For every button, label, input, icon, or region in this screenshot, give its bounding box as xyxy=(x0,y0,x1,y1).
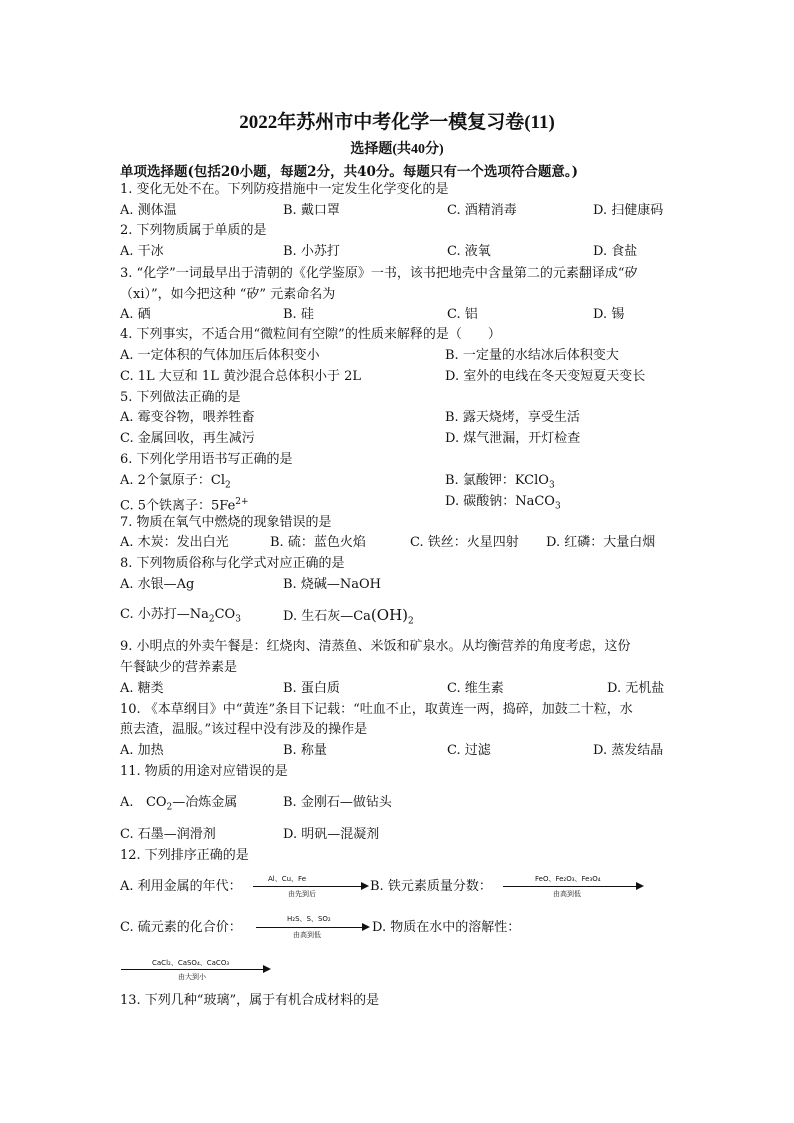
page-title: 2022年苏州市中考化学一模复习卷(11) xyxy=(239,112,555,133)
q2-option-c: C. 液氧 xyxy=(447,244,491,259)
q4-stem: 4. 下列事实，不适合用“微粒间有空隙”的性质来解释的是（ ） xyxy=(120,327,501,342)
q10-option-d: D. 蒸发结晶 xyxy=(593,743,664,758)
q11-option-b: B. 金刚石—做钻头 xyxy=(283,795,392,810)
q5-option-c: C. 金属回收，再生减污 xyxy=(120,431,255,446)
q5-stem: 5. 下列做法正确的是 xyxy=(120,390,241,405)
q12-d-bottom-label: 由大到小 xyxy=(178,973,206,981)
q5-option-b: B. 露天烧烤，享受生活 xyxy=(445,410,580,425)
q11-option-a: A. $CO_2—$冶炼金属 xyxy=(120,795,238,813)
q12-c-arrow-icon xyxy=(256,927,362,928)
q1-stem: 1. 变化无处不在。下列防疫措施中一定发生化学变化的是 xyxy=(120,182,449,197)
q6-stem: 6. 下列化学用语书写正确的是 xyxy=(120,452,293,467)
q10-option-a: A. 加热 xyxy=(120,743,164,758)
q10-option-c: C. 过滤 xyxy=(447,743,491,758)
q9-option-a: A. 糖类 xyxy=(120,681,164,696)
q12-c-top-label: H₂S、S、SO₂ xyxy=(287,915,331,923)
q11-stem: 11. 物质的用途对应错误的是 xyxy=(120,764,288,779)
q6-option-c: C. 5个铁离子：$5Fe^{2+}$ xyxy=(120,497,249,514)
q12-b-arrowhead-icon xyxy=(636,882,644,890)
q10-stem-line1: 10. 《本草纲目》中“黄连”条目下记载：“吐血不止，取黄连一两，捣碎，加鼓二十粒，水 xyxy=(120,702,633,717)
q3-option-d: D. 锡 xyxy=(593,307,625,322)
q6-option-d: D. 碳酸钠：NaCO$_3$ xyxy=(445,494,561,512)
q11-option-d: D. 明矾—混凝剂 xyxy=(283,827,380,842)
q10-option-b: B. 称量 xyxy=(283,743,327,758)
q12-option-d: D. 物质在水中的溶解性： xyxy=(372,920,521,935)
q12-b-bottom-label: 由高到低 xyxy=(553,890,581,898)
q12-d-arrow-icon xyxy=(121,969,263,970)
q4-option-d: D. 室外的电线在冬天变短夏天变长 xyxy=(445,369,646,384)
q5-option-d: D. 煤气泄漏，开灯检查 xyxy=(445,431,581,446)
q6-option-a: A. 2个氯原子：$Cl_2$ xyxy=(120,473,231,491)
q4-option-c: C. 1L 大豆和 1L 黄沙混合总体积小于 2L xyxy=(120,369,361,384)
section-subtitle: 选择题(共40分) xyxy=(350,142,444,157)
q7-option-b: B. 硫：蓝色火焰 xyxy=(270,535,366,550)
q8-option-b: B. 烧碱—NaOH xyxy=(283,577,381,592)
q8-option-d: D. 生石灰$—Ca(OH)_2$ xyxy=(283,606,414,627)
q1-option-a: A. 测体温 xyxy=(120,203,177,218)
q12-c-arrowhead-icon xyxy=(362,923,370,931)
q4-option-a: A. 一定体积的气体加压后体积变小 xyxy=(120,348,320,363)
q3-option-b: B. 硅 xyxy=(283,307,314,322)
q9-option-c: C. 维生素 xyxy=(447,681,504,696)
q9-option-b: B. 蛋白质 xyxy=(283,681,340,696)
q10-stem-line2: 煎去渣，温服。”该过程中没有涉及的操作是 xyxy=(120,722,368,737)
q12-b-top-label: FeO、Fe₂O₃、Fe₃O₄ xyxy=(535,875,601,883)
q6-option-b: B. 氯酸钾：KClO$_3$ xyxy=(445,473,555,491)
q12-a-bottom-label: 由先到后 xyxy=(288,890,316,898)
q4-option-b: B. 一定量的水结冰后体积变大 xyxy=(445,348,619,363)
q2-option-a: A. 干冰 xyxy=(120,244,164,259)
q2-stem: 2. 下列物质属于单质的是 xyxy=(120,223,267,238)
q3-stem-line2: （xi）”，如今把这种 “矽” 元素命名为 xyxy=(120,287,336,302)
q9-option-d: D. 无机盐 xyxy=(607,681,665,696)
q12-option-c: C. 硫元素的化合价： xyxy=(120,920,242,935)
q13-stem: 13. 下列几种“玻璃”，属于有机合成材料的是 xyxy=(120,993,380,1008)
q12-d-top-label: CaCl₂、CaSO₄、CaCO₃ xyxy=(152,959,230,967)
q12-d-arrowhead-icon xyxy=(263,965,271,973)
q12-a-arrow-icon xyxy=(253,886,361,887)
q12-option-b: B. 铁元素质量分数： xyxy=(370,879,492,894)
section-instructions: 单项选择题(包括20小题，每题2分，共40分。每题只有一个选项符合题意。) xyxy=(120,164,578,180)
q12-b-arrow-icon xyxy=(503,886,637,887)
q5-option-a: A. 霉变谷物，喂养牲畜 xyxy=(120,410,255,425)
q7-stem: 7. 物质在氧气中燃烧的现象错误的是 xyxy=(120,515,332,530)
q1-option-d: D. 扫健康码 xyxy=(593,203,664,218)
q12-stem: 12. 下列排序正确的是 xyxy=(120,848,249,863)
q8-option-a: A. 水银—Ag xyxy=(120,577,195,592)
q1-option-c: C. 酒精消毒 xyxy=(447,203,517,218)
q12-a-arrowhead-icon xyxy=(361,882,369,890)
q8-option-c: C. 小苏打$—Na_2CO_3$ xyxy=(120,607,241,625)
q3-option-c: C. 铝 xyxy=(447,307,478,322)
q11-option-c: C. 石墨—润滑剂 xyxy=(120,827,216,842)
q2-option-d: D. 食盐 xyxy=(593,244,638,259)
q9-stem-line1: 9. 小明点的外卖午餐是：红烧肉、清蒸鱼、米饭和矿泉水。从均衡营养的角度考虑，这份 xyxy=(120,639,631,654)
q8-stem: 8. 下列物质俗称与化学式对应正确的是 xyxy=(120,556,345,571)
q3-option-a: A. 硒 xyxy=(120,307,151,322)
q3-stem-line1: 3. “化学”一词最早出于清朝的《化学鉴原》一书，该书把地壳中含量第二的元素翻译成“矽 xyxy=(120,266,638,281)
q9-stem-line2: 午餐缺少的营养素是 xyxy=(120,660,238,675)
q12-c-bottom-label: 由高到低 xyxy=(293,931,321,939)
q1-option-b: B. 戴口罩 xyxy=(283,203,340,218)
q12-option-a: A. 利用金属的年代： xyxy=(120,879,242,894)
q7-option-c: C. 铁丝：火星四射 xyxy=(410,535,519,550)
q12-a-top-label: Al、Cu、Fe xyxy=(268,875,307,883)
q7-option-a: A. 木炭：发出白光 xyxy=(120,535,229,550)
q2-option-b: B. 小苏打 xyxy=(283,244,340,259)
q7-option-d: D. 红磷：大量白烟 xyxy=(546,535,656,550)
